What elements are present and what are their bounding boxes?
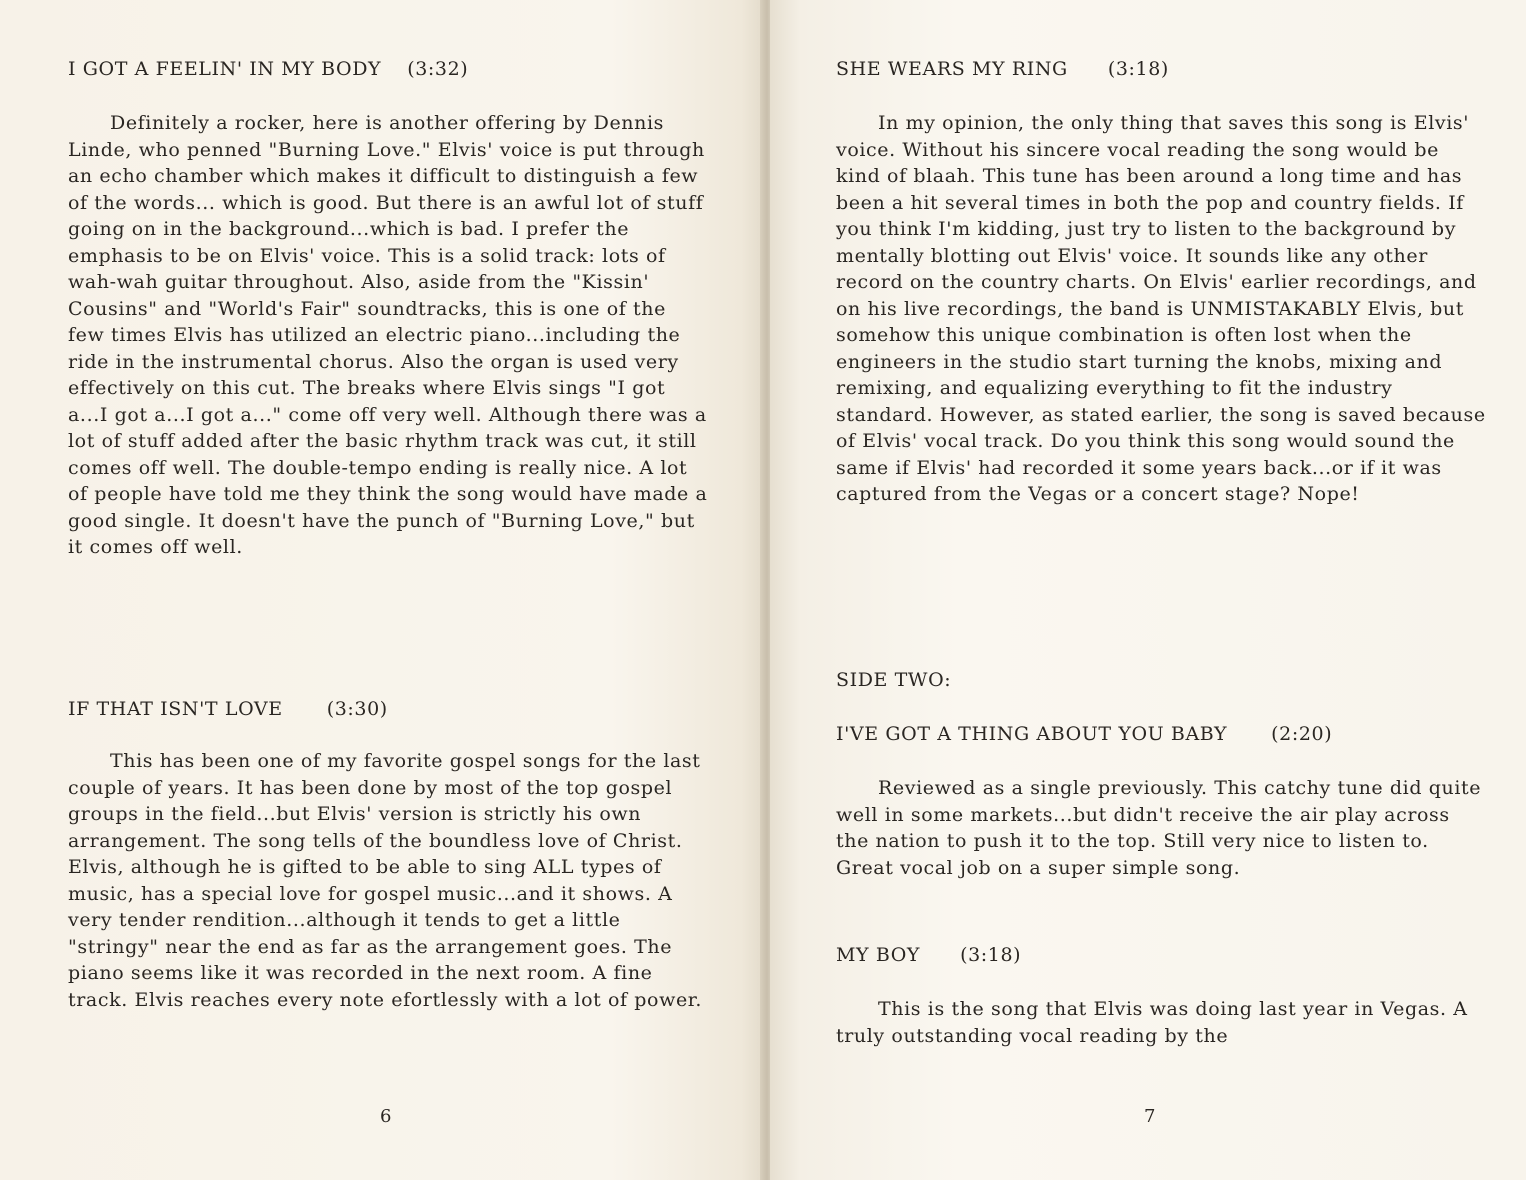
song-review: [68, 56, 708, 561]
song-title: SHE WEARS MY RING: [836, 58, 1068, 80]
side-label: SIDE TWO:: [836, 669, 952, 691]
song-duration: (3:32): [407, 58, 469, 80]
song-duration: (3:18): [1107, 58, 1169, 80]
song-heading: [836, 721, 1486, 747]
song-heading: [68, 56, 708, 82]
right-page: [770, 0, 1526, 1180]
page-number: 6: [380, 1106, 392, 1127]
song-review: [836, 56, 1486, 508]
song-heading: [68, 696, 708, 722]
song-duration: (3:30): [326, 698, 388, 720]
song-heading: [836, 942, 1486, 968]
song-title: I'VE GOT A THING ABOUT YOU BABY: [836, 723, 1228, 745]
song-title: MY BOY: [836, 944, 921, 966]
song-duration: (2:20): [1271, 723, 1333, 745]
song-review: [836, 721, 1486, 881]
review-text: In my opinion, the only thing that saves this song is Elvis' voice. Without his sincere vocal reading the song would be kind of blaah. This tune has been around a long time and has been a hit several times in both the pop and country fields. If you think I'm kidding, just try to listen to the background by mentally blotting out Elvis' voice. It sounds like any other record on the country charts. On Elvis' earlier recordings, and on his live recordings, the band is UNMISTAKABLY Elvis, but somehow this unique combination is often lost when the engineers in the studio start turning the knobs, mixing and remixing, and equalizing everything to fit the industry standard. However, as stated earlier, the song is saved because of Elvis' vocal track. Do you think this song would sound the same if Elvis' had recorded it some years back...or if it was captured from the Vegas or a concert stage? Nope!: [836, 112, 1486, 505]
song-title: I GOT A FEELIN' IN MY BODY: [68, 58, 382, 80]
song-heading: [836, 56, 1486, 82]
song-review: [68, 696, 708, 1013]
song-duration: (3:18): [960, 944, 1022, 966]
song-title: IF THAT ISN'T LOVE: [68, 698, 283, 720]
review-text: This is the song that Elvis was doing last year in Vegas. A truly outstanding vocal reading by the: [836, 998, 1468, 1047]
review-text: This has been one of my favorite gospel songs for the last couple of years. It has been done by most of the top gospel groups in the field...but Elvis' version is strictly his own arrangement. The song tells of the boundless love of Christ. Elvis, although he is gifted to be able to sing ALL types of music, has a special love for gospel music...and it shows. A very tender rendition...although it tends to get a little "stringy" near the end as far as the arrangement goes. The piano seems like it was recorded in the next room. A fine track. Elvis reaches every note efortlessly with a lot of power.: [68, 750, 703, 1011]
song-review: [836, 942, 1486, 1049]
review-text: Reviewed as a single previously. This catchy tune did quite well in some markets...but didn't receive the air play across the nation to push it to the top. Still very nice to listen to. Great vocal job on a super simple song.: [836, 777, 1482, 879]
review-text: Definitely a rocker, here is another offering by Dennis Linde, who penned "Burning Love." Elvis' voice is put through an echo chamber which makes it difficult to distinguish a few of the words... which is good. But there is an awful lot of stuff going on in the background...which is bad. I prefer the emphasis to be on Elvis' voice. This is a solid track: lots of wah-wah guitar throughout. Also, aside from the "Kissin' Cousins" and "World's Fair" soundtracks, this is one of the few times Elvis has utilized an electric piano...including the ride in the instrumental chorus. Also the organ is used very effectively on this cut. The breaks where Elvis sings "I got a...I got a...I got a..." come off very well. Although there was a lot of stuff added after the basic rhythm track was cut, it still comes off well. The double-tempo ending is really nice. A lot of people have told me they think the song would have made a good single. It doesn't have the punch of "Burning Love," but it comes off well.: [68, 112, 708, 558]
page-number: 7: [1144, 1106, 1156, 1127]
